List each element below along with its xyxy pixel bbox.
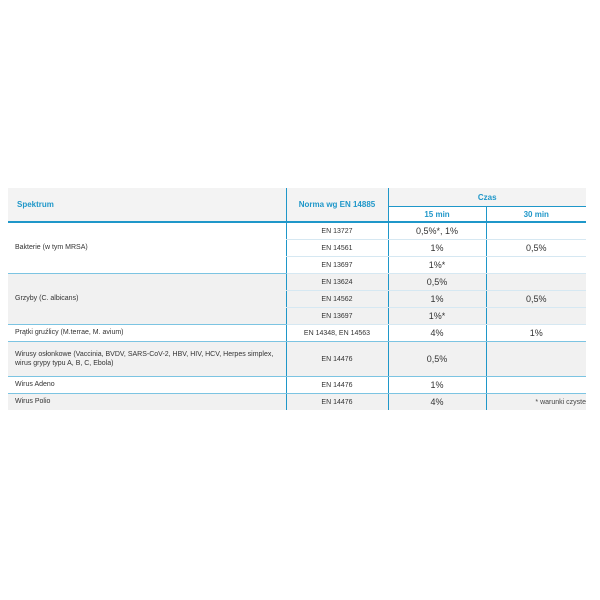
norm-cell: EN 14348, EN 14563 (286, 325, 388, 342)
norm-cell: EN 14476 (286, 377, 388, 394)
disinfection-spectrum-table-container (8, 188, 586, 410)
value-15-min: 1% (388, 377, 486, 394)
value-15-min: 1% (388, 240, 486, 257)
table-header (8, 188, 586, 222)
norm-cell: EN 13697 (286, 257, 388, 274)
table-row (8, 274, 586, 291)
norm-cell: EN 14561 (286, 240, 388, 257)
value-30-min: 1% (486, 325, 586, 342)
value-30-min (486, 308, 586, 325)
header-30-min: 30 min (486, 207, 586, 223)
norm-cell: EN 13697 (286, 308, 388, 325)
table-body (8, 222, 586, 410)
header-time: Czas (388, 188, 586, 207)
header-15-min: 15 min (388, 207, 486, 223)
table-row (8, 325, 586, 342)
table-row (8, 394, 586, 411)
table-row (8, 377, 586, 394)
footnote-clean-conditions: * warunki czyste (535, 399, 586, 406)
value-15-min: 4% (388, 325, 486, 342)
norm-cell: EN 13624 (286, 274, 388, 291)
norm-cell: EN 14562 (286, 291, 388, 308)
row-label-mycobacteria: Prątki gruźlicy (M.terrae, M. avium) (8, 325, 286, 342)
header-norm: Norma wg EN 14885 (286, 188, 388, 222)
norm-cell: EN 13727 (286, 222, 388, 240)
value-15-min: 1% (388, 291, 486, 308)
row-label-adeno: Wirus Adeno (8, 377, 286, 394)
row-label-polio: Wirus Polio (8, 394, 286, 411)
value-15-min: 1%* (388, 257, 486, 274)
value-30-min (486, 274, 586, 291)
row-label-enveloped-viruses: Wirusy osłonkowe (Vaccinia, BVDV, SARS-CoV-2, HBV, HIV, HCV, Herpes simplex, wirus grypy typu A, B, C, Ebola) (8, 342, 286, 377)
header-spectrum: Spektrum (8, 188, 286, 222)
value-15-min: 0,5% (388, 274, 486, 291)
row-label-fungi: Grzyby (C. albicans) (8, 274, 286, 325)
value-30-min: 0,5% (486, 240, 586, 257)
norm-cell: EN 14476 (286, 342, 388, 377)
value-30-min (486, 257, 586, 274)
value-15-min: 0,5%*, 1% (388, 222, 486, 240)
value-15-min: 4% (388, 394, 486, 411)
row-label-bacteria: Bakterie (w tym MRSA) (8, 222, 286, 274)
disinfection-spectrum-table (8, 188, 586, 410)
table-row (8, 342, 586, 377)
value-30-min (486, 222, 586, 240)
norm-cell: EN 14476 (286, 394, 388, 411)
value-30-min: 0,5% (486, 291, 586, 308)
value-15-min: 1%* (388, 308, 486, 325)
value-30-min (486, 342, 586, 377)
value-15-min: 0,5% (388, 342, 486, 377)
table-row (8, 222, 586, 240)
value-30-min (486, 377, 586, 394)
